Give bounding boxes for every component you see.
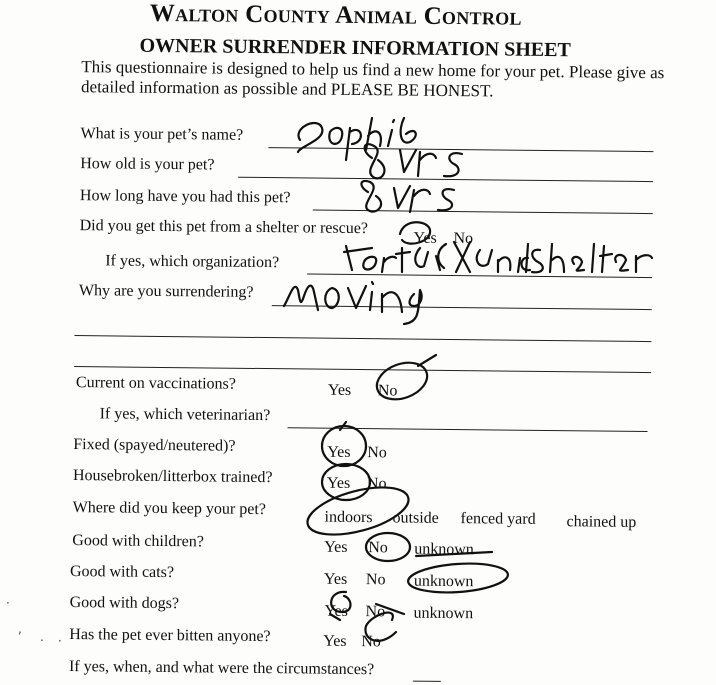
answer-line-how-long[interactable] — [313, 210, 653, 215]
dogs-option-yes[interactable]: Yes — [324, 602, 348, 620]
question-vaccinations: Current on vaccinations? — [75, 374, 237, 393]
shelter-option-no[interactable]: No — [453, 230, 474, 248]
cats-option-unknown[interactable]: unknown — [413, 572, 474, 591]
question-why-surrender: Why are you surrendering? — [78, 282, 254, 301]
scan-speck: . — [40, 630, 44, 644]
kept-option-chained-up[interactable]: chained up — [566, 513, 637, 531]
question-fixed: Fixed (spayed/neutered)? — [73, 436, 236, 455]
kept-option-outside[interactable]: outside — [392, 509, 439, 527]
children-option-yes[interactable]: Yes — [324, 538, 348, 556]
dogs-option-unknown[interactable]: unknown — [413, 604, 474, 623]
question-circumstances: If yes, when, and what were the circumstances? — [68, 658, 375, 679]
kept-option-fenced-yard[interactable]: fenced yard — [460, 510, 536, 528]
answer-line-pet-age[interactable] — [238, 177, 653, 182]
answer-line-why-3[interactable] — [74, 366, 651, 373]
bitten-option-no[interactable]: No — [361, 633, 381, 651]
cats-option-yes[interactable]: Yes — [323, 570, 348, 588]
scan-speck: · — [6, 596, 10, 610]
question-good-with-children: Good with children? — [72, 532, 204, 551]
fixed-option-no[interactable]: No — [367, 444, 387, 462]
question-from-shelter: Did you get this pet from a shelter or rescue? — [79, 217, 369, 238]
answer-line-organization[interactable] — [307, 273, 652, 278]
fixed-option-yes[interactable]: Yes — [327, 443, 351, 461]
bitten-option-yes[interactable]: Yes — [323, 632, 347, 650]
question-ever-bitten: Has the pet ever bitten anyone? — [69, 626, 271, 646]
question-veterinarian: If yes, which veterinarian? — [99, 405, 271, 425]
form-title: Walton County Animal Control — [149, 0, 522, 31]
vaccinations-option-yes[interactable]: Yes — [327, 381, 352, 399]
question-good-with-dogs: Good with dogs? — [69, 594, 180, 613]
answer-line-why-1[interactable] — [272, 305, 652, 310]
housebroken-option-no[interactable]: No — [366, 475, 387, 493]
dogs-option-no[interactable]: No — [365, 603, 386, 621]
answer-line-why-2[interactable] — [74, 335, 651, 342]
scan-speck: · — [58, 634, 62, 648]
answer-line-veterinarian[interactable] — [288, 427, 648, 432]
shelter-option-yes[interactable]: Yes — [413, 229, 437, 247]
form-intro: This questionnaire is designed to help us find a new home for your pet. Please give as detailed information as possible and PLEASE BE HONEST. — [80, 57, 665, 101]
housebroken-option-yes[interactable]: Yes — [326, 474, 351, 492]
question-good-with-cats: Good with cats? — [69, 563, 175, 582]
question-pet-age: How old is your pet? — [80, 155, 215, 174]
children-option-unknown[interactable]: unknown — [414, 540, 474, 559]
cats-option-no[interactable]: No — [365, 571, 386, 589]
answer-line-pet-name[interactable] — [268, 147, 653, 152]
question-pet-name: What is your pet’s name? — [80, 125, 244, 144]
scan-speck: , — [18, 622, 22, 636]
question-where-kept: Where did you keep your pet? — [72, 499, 267, 519]
question-how-long: How long have you had this pet? — [79, 187, 291, 207]
vaccinations-option-no[interactable]: No — [377, 382, 398, 400]
form-subtitle: OWNER SURRENDER INFORMATION SHEET — [139, 34, 571, 62]
question-organization: If yes, which organization? — [105, 252, 280, 272]
kept-option-indoors[interactable]: indoors — [324, 508, 373, 527]
question-housebroken: Housebroken/litterbox trained? — [72, 467, 273, 487]
children-option-no[interactable]: No — [368, 539, 388, 557]
